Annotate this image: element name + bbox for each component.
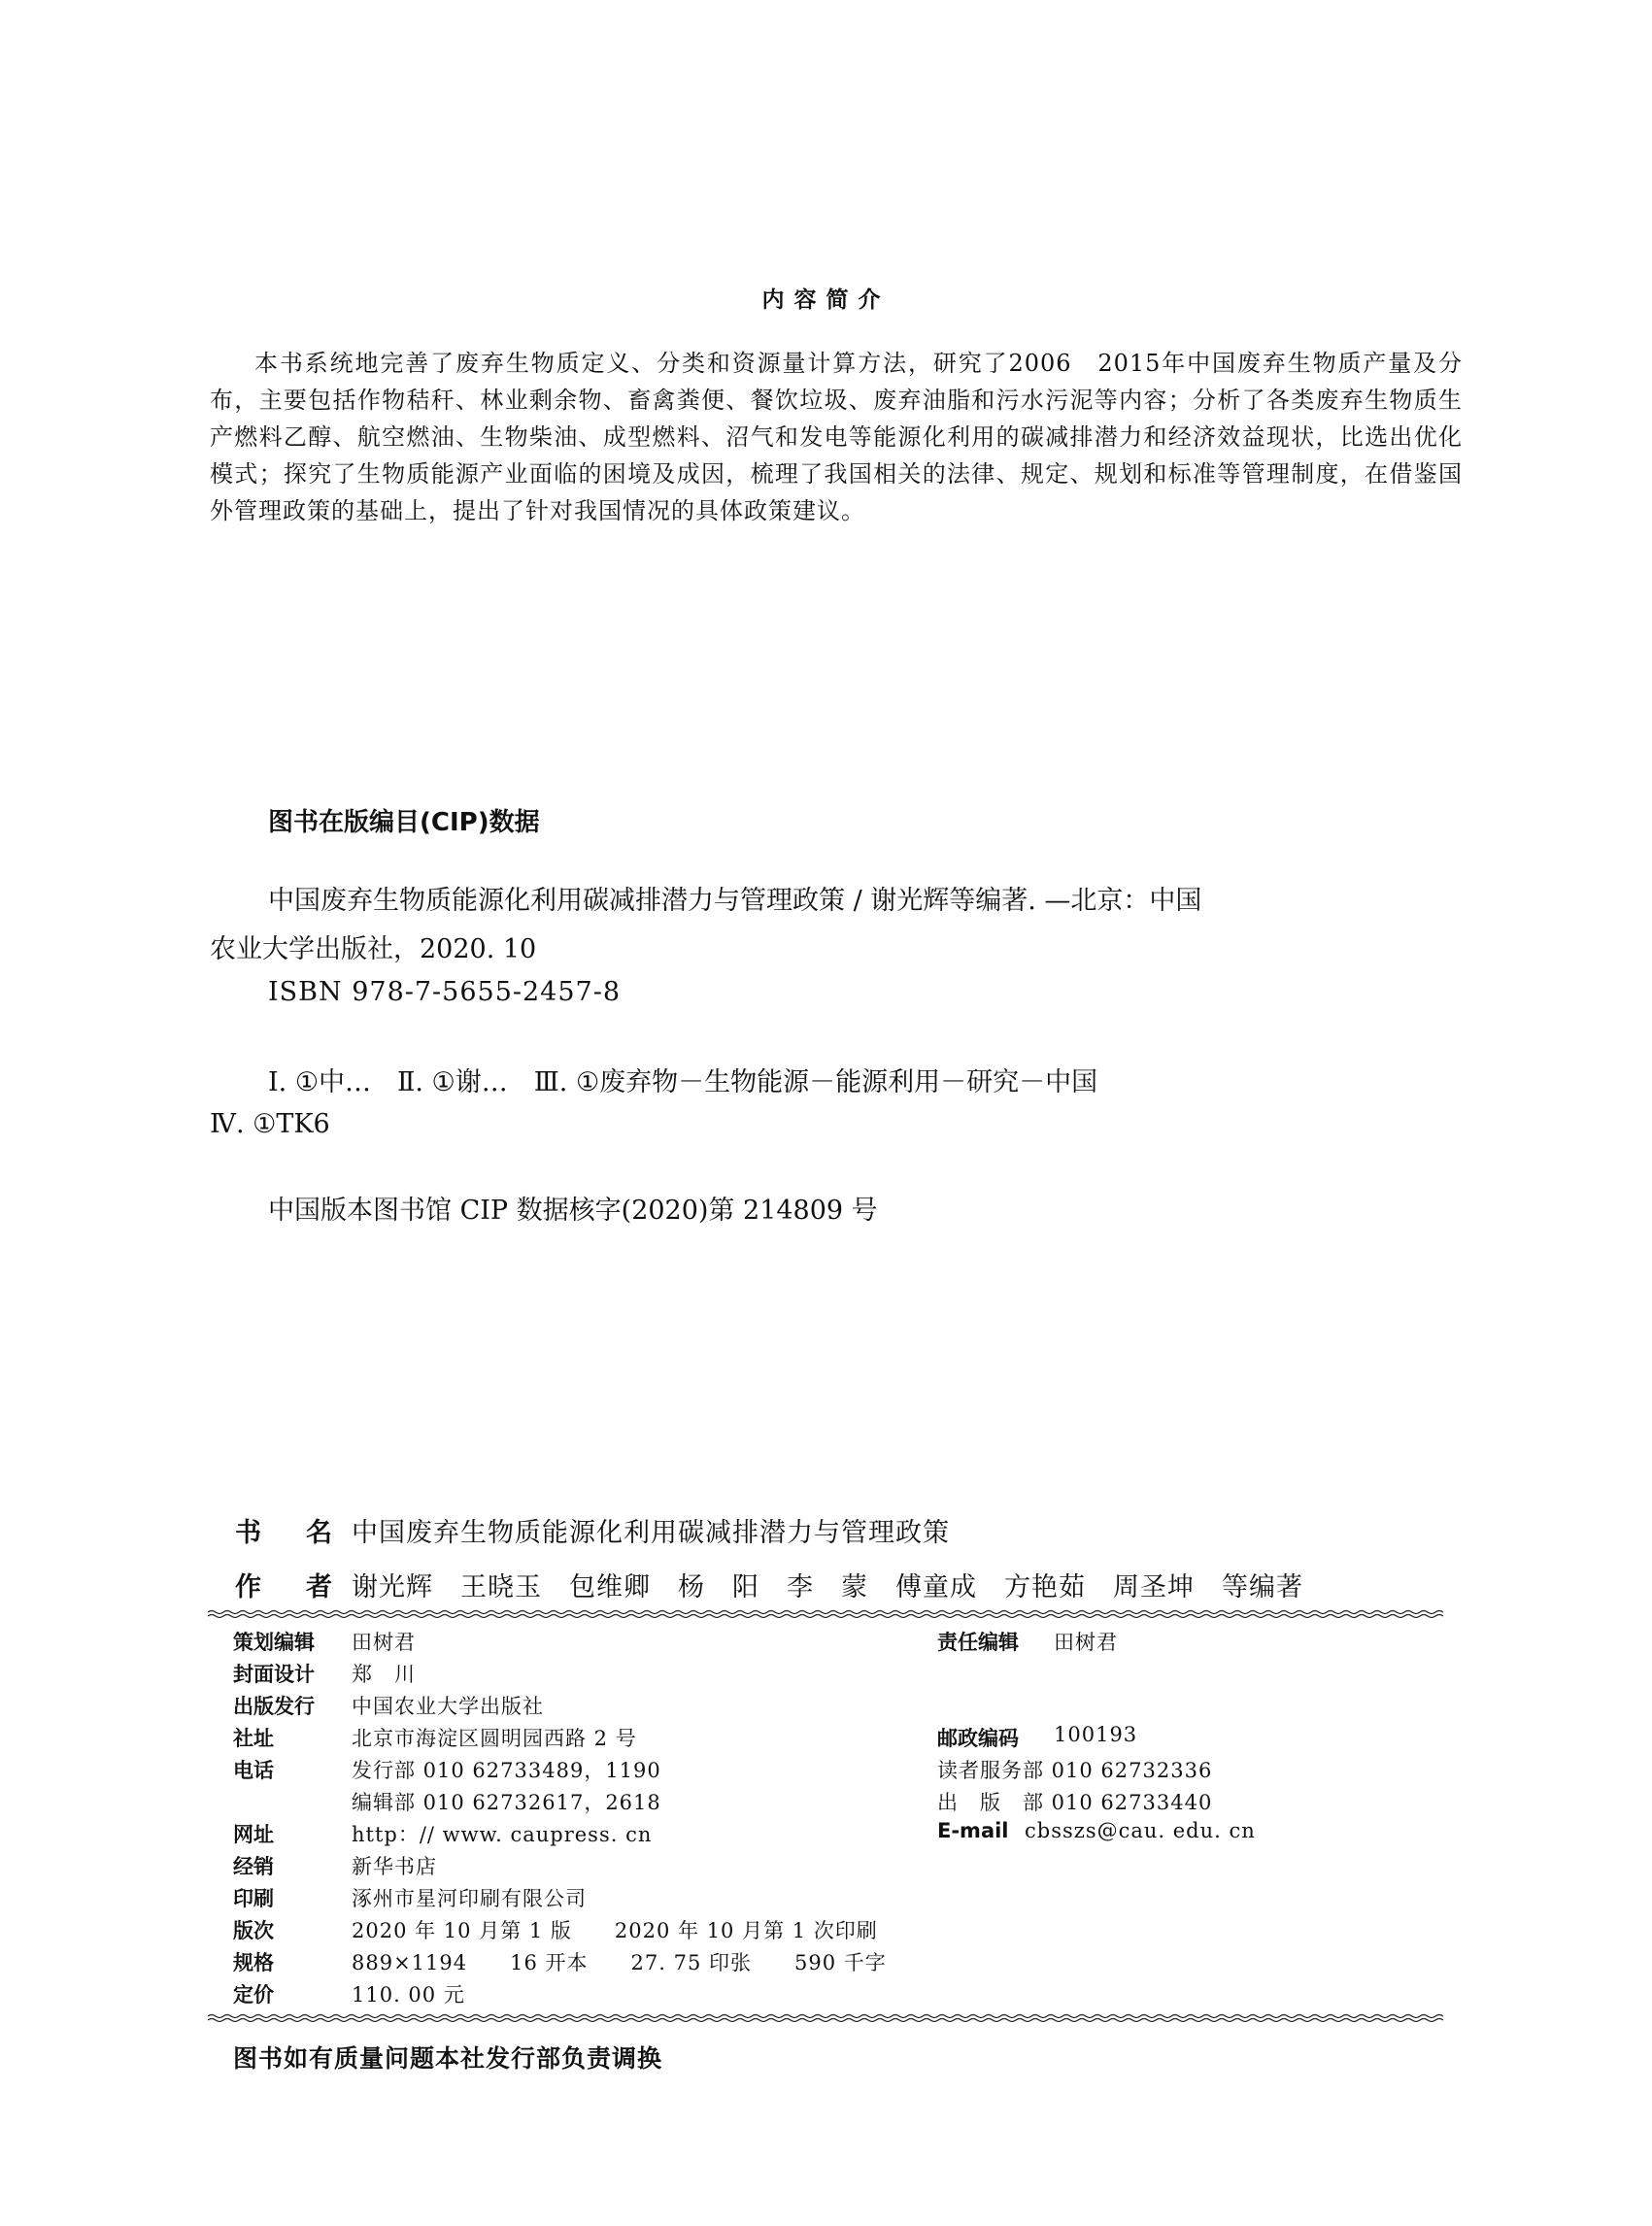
price: 110. 00 元 bbox=[352, 1983, 465, 2007]
phone-editorial: 编辑部 010 62732617，2618 bbox=[352, 1791, 661, 1814]
cip-classification-2: Ⅳ. ①TK6 bbox=[210, 1109, 330, 1139]
cip-isbn: ISBN 978-7-5655-2457-8 bbox=[268, 977, 622, 1007]
publisher-label: 出版发行 bbox=[233, 1695, 315, 1718]
postcode-label: 邮政编码 bbox=[937, 1727, 1019, 1750]
responsible-editor: 田树君 bbox=[1054, 1631, 1118, 1654]
book-title-label: 书名 bbox=[235, 1518, 377, 1548]
pub-row-edition bbox=[0, 1915, 1652, 1944]
phone-distribution: 发行部 010 62733489，1190 bbox=[352, 1759, 661, 1782]
pub-row-printer bbox=[0, 1883, 1652, 1912]
wavy-divider-top bbox=[208, 1609, 1447, 1619]
pub-row-cover bbox=[0, 1659, 1652, 1688]
website-link[interactable]: http：// www. caupress. cn bbox=[352, 1823, 653, 1846]
postcode: 100193 bbox=[1054, 1723, 1138, 1746]
format: 889×1194 16 开本 27. 75 印张 590 千字 bbox=[352, 1951, 887, 1974]
email-link[interactable]: cbsszs@cau. edu. cn bbox=[1025, 1819, 1256, 1842]
planning-editor-label: 策划编辑 bbox=[233, 1631, 315, 1654]
footer-note: 图书如有质量问题本社发行部负责调换 bbox=[233, 2044, 663, 2073]
cip-record-number: 中国版本图书馆 CIP 数据核字(2020)第 214809 号 bbox=[268, 1196, 878, 1226]
phone-publishing: 出 版 部 010 62733440 bbox=[937, 1791, 1213, 1814]
cip-main-entry-cont: 农业大学出版社，2020. 10 bbox=[210, 934, 537, 964]
printer-label: 印刷 bbox=[233, 1887, 274, 1910]
wavy-divider-bottom bbox=[208, 2013, 1447, 2023]
pub-row-publisher bbox=[0, 1691, 1652, 1720]
phone-reader-service: 读者服务部 010 62732336 bbox=[937, 1759, 1213, 1782]
book-author-label: 作者 bbox=[235, 1572, 377, 1602]
address: 北京市海淀区圆明园西路 2 号 bbox=[352, 1727, 637, 1750]
pub-row-phone-1 bbox=[0, 1755, 1652, 1784]
book-title-row bbox=[0, 1511, 1652, 1546]
intro-body: 本书系统地完善了废弃生物质定义、分类和资源量计算方法，研究了2006 2015年中国废弃生物质产量及分布，主要包括作物秸秆、林业剩余物、畜禽粪便、餐饮垃圾、废弃油脂和污水污泥等内容；分析了各类废弃生物质生产燃料乙醇、航空燃油、生物柴油、成型燃料、沼气和发电等能源化利用的碳减排潜力和经济效益现状，比选出优化模式；探究了生物质能源产业面临的困境及成因，梳理了我国相关的法律、规定、规划和标准等管理制度，在借鉴国外管理政策的基础上，提出了针对我国情况的具体政策建议。 bbox=[210, 350, 1463, 524]
pub-row-format bbox=[0, 1947, 1652, 1976]
pub-row-phone-2 bbox=[0, 1787, 1652, 1816]
format-label: 规格 bbox=[233, 1951, 274, 1974]
intro-title: 内容简介 bbox=[761, 287, 891, 313]
book-title: 中国废弃生物质能源化利用碳减排潜力与管理政策 bbox=[352, 1518, 950, 1548]
website-label: 网址 bbox=[233, 1823, 274, 1846]
distributor-label: 经销 bbox=[233, 1855, 274, 1878]
pub-row-price bbox=[0, 1979, 1652, 2008]
address-label: 社址 bbox=[233, 1727, 274, 1750]
edition-label: 版次 bbox=[233, 1919, 274, 1942]
printer: 涿州市星河印刷有限公司 bbox=[352, 1887, 587, 1910]
responsible-editor-label: 责任编辑 bbox=[937, 1631, 1019, 1654]
book-authors: 谢光辉 王晓玉 包维卿 杨 阳 李 蒙 傅童成 方艳茹 周圣坤 等编著 bbox=[352, 1572, 1303, 1602]
planning-editor: 田树君 bbox=[352, 1631, 416, 1654]
cip-main-entry: 中国废弃生物质能源化利用碳减排潜力与管理政策 / 谢光辉等编著. —北京：中国 bbox=[268, 886, 1202, 916]
pub-row-editors bbox=[0, 1627, 1652, 1656]
price-label: 定价 bbox=[233, 1983, 274, 2007]
publisher: 中国农业大学出版社 bbox=[352, 1695, 544, 1718]
distributor: 新华书店 bbox=[352, 1855, 437, 1878]
phone-label: 电话 bbox=[233, 1759, 274, 1782]
pub-row-address bbox=[0, 1723, 1652, 1752]
cover-design-label: 封面设计 bbox=[233, 1663, 315, 1686]
cover-design: 郑 川 bbox=[352, 1663, 416, 1686]
cip-heading: 图书在版编目(CIP)数据 bbox=[268, 808, 540, 837]
edition: 2020 年 10 月第 1 版 2020 年 10 月第 1 次印刷 bbox=[352, 1919, 878, 1942]
email-label: E-mail bbox=[937, 1819, 1009, 1842]
cip-classification-1: Ⅰ. ①中… Ⅱ. ①谢… Ⅲ. ①废弃物－生物能源－能源利用－研究－中国 bbox=[268, 1067, 1098, 1097]
pub-row-distributor bbox=[0, 1851, 1652, 1880]
book-author-row bbox=[0, 1566, 1652, 1601]
pub-row-web bbox=[0, 1819, 1652, 1848]
